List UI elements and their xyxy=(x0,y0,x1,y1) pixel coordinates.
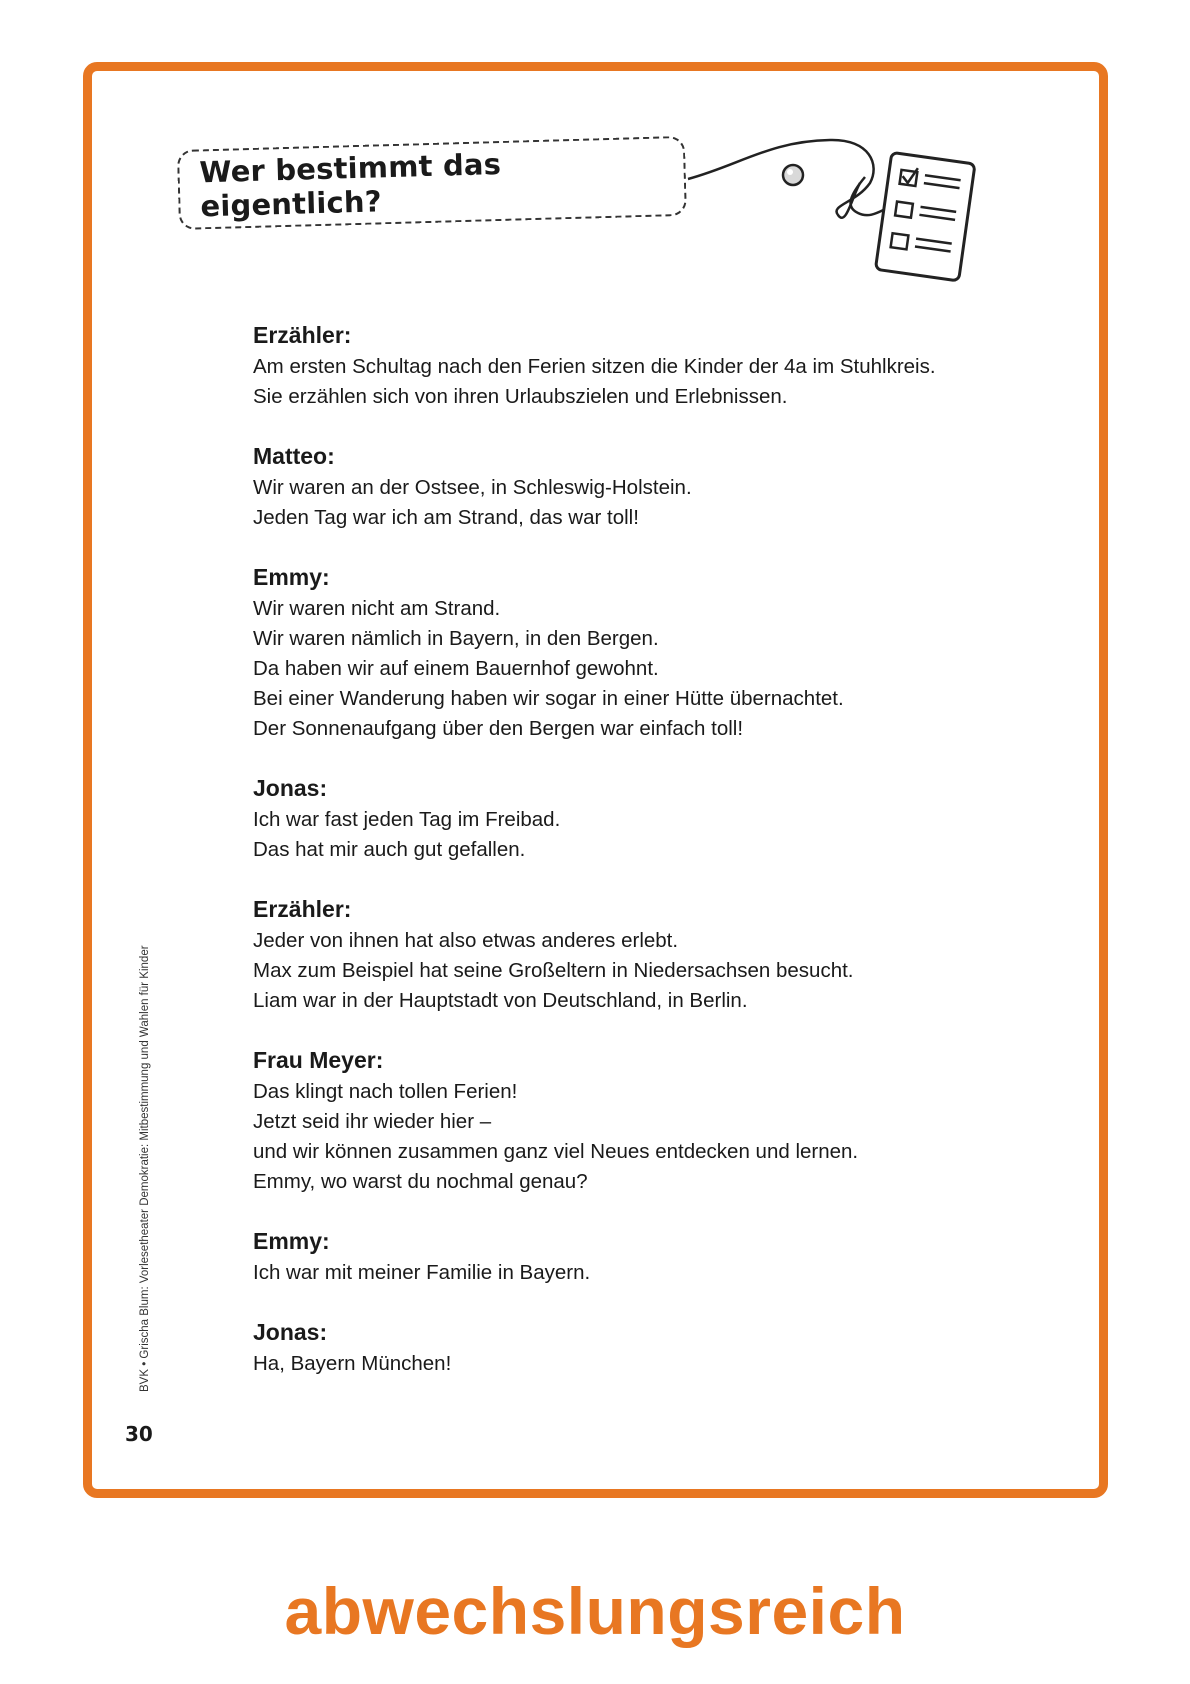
dialogue-block xyxy=(253,1043,1013,1197)
banner-text: abwechslungsreich xyxy=(284,1574,906,1648)
dialogue-line: Das hat mir auch gut gefallen. xyxy=(253,838,526,861)
page-number: 30 xyxy=(125,1422,153,1446)
dialogue-line: Liam war in der Hauptstadt von Deutschland, in Berlin. xyxy=(253,989,748,1012)
title-bubble xyxy=(177,136,687,230)
dialogue-line: Da haben wir auf einem Bauernhof gewohnt. xyxy=(253,657,659,680)
ballot-checklist-icon xyxy=(680,135,1040,305)
dialogue-line: Ha, Bayern München! xyxy=(253,1352,452,1375)
dialogue-line: Ich war mit meiner Familie in Bayern. xyxy=(253,1261,591,1284)
script-body xyxy=(253,318,1013,1406)
dialogue-block xyxy=(253,1224,1013,1288)
speaker-name: Emmy: xyxy=(253,564,330,590)
speaker-name: Jonas: xyxy=(253,1319,328,1345)
dialogue-line: Emmy, wo warst du nochmal genau? xyxy=(253,1170,588,1193)
dialogue-line: Wir waren nämlich in Bayern, in den Bergen. xyxy=(253,627,659,650)
page-title: Wer bestimmt das eigentlich? xyxy=(199,146,502,224)
speaker-name: Matteo: xyxy=(253,443,335,469)
dialogue-line: Jeder von ihnen hat also etwas anderes erlebt. xyxy=(253,929,679,952)
speaker-name: Erzähler: xyxy=(253,896,352,922)
source-note: BVK • Grischa Blum: Vorlesetheater Demokratie: Mitbestimmung und Wahlen für Kinder xyxy=(139,945,151,1392)
dialogue-block xyxy=(253,771,1013,865)
dialogue-line: Jeden Tag war ich am Strand, das war toll! xyxy=(253,506,639,529)
dialogue-line: Der Sonnenaufgang über den Bergen war einfach toll! xyxy=(253,717,744,740)
dialogue-line: Am ersten Schultag nach den Ferien sitzen die Kinder der 4a im Stuhlkreis. xyxy=(253,355,936,378)
speaker-name: Jonas: xyxy=(253,775,328,801)
dialogue-line: Das klingt nach tollen Ferien! xyxy=(253,1080,518,1103)
dialogue-line: Sie erzählen sich von ihren Urlaubszielen und Erlebnissen. xyxy=(253,385,788,408)
dialogue-block xyxy=(253,560,1013,744)
dialogue-line: Jetzt seid ihr wieder hier – xyxy=(253,1110,492,1133)
dialogue-block xyxy=(253,892,1013,1016)
dialogue-line: Ich war fast jeden Tag im Freibad. xyxy=(253,808,561,831)
speaker-name: Erzähler: xyxy=(253,322,352,348)
dialogue-block xyxy=(253,318,1013,412)
speaker-name: Frau Meyer: xyxy=(253,1047,384,1073)
dialogue-line: Bei einer Wanderung haben wir sogar in einer Hütte übernachtet. xyxy=(253,687,844,710)
dialogue-line: Wir waren an der Ostsee, in Schleswig-Holstein. xyxy=(253,476,692,499)
speaker-name: Emmy: xyxy=(253,1228,330,1254)
dialogue-block xyxy=(253,439,1013,533)
dialogue-line: Wir waren nicht am Strand. xyxy=(253,597,501,620)
dialogue-line: Max zum Beispiel hat seine Großeltern in Niedersachsen besucht. xyxy=(253,959,854,982)
dialogue-line: und wir können zusammen ganz viel Neues entdecken und lernen. xyxy=(253,1140,859,1163)
dialogue-block xyxy=(253,1315,1013,1379)
